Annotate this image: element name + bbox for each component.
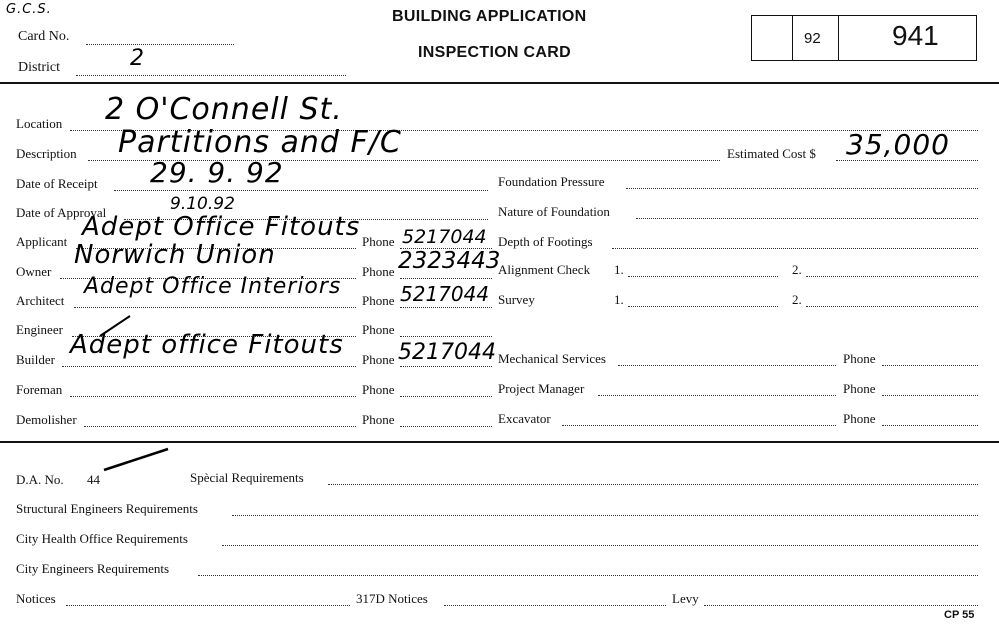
card-number: 941 (892, 20, 939, 51)
builder-phone-label: Phone (362, 352, 395, 367)
city-health-label: City Health Office Requirements (16, 531, 188, 546)
owner-phone-label: Phone (362, 264, 395, 279)
special-requirements-label: Spècial Requirements (190, 470, 304, 485)
mechanical-services-phone-line[interactable] (882, 365, 978, 366)
builder-phone-value: 5217044 (398, 340, 496, 365)
nature-of-foundation-line[interactable] (636, 218, 978, 219)
alignment-check-num-1: 1. (614, 262, 624, 277)
alignment-check-label: Alignment Check (498, 262, 591, 277)
builder-line[interactable] (62, 366, 356, 367)
alignment-check-num-2: 2. (792, 262, 802, 277)
architect-value: Adept Office Interiors (84, 274, 342, 299)
date-of-receipt-label: Date of Receipt (16, 176, 98, 191)
description-value: Partitions and F/C (118, 125, 402, 160)
demolisher-phone-line[interactable] (400, 426, 492, 427)
applicant-label: Applicant (16, 234, 68, 249)
district-label: District (18, 60, 60, 75)
foreman-phone-line[interactable] (400, 396, 492, 397)
da-no-pen-stroke (100, 446, 172, 474)
city-health-line[interactable] (222, 545, 978, 546)
main-divider (0, 441, 999, 443)
depth-of-footings-line[interactable] (612, 248, 978, 249)
nature-of-foundation-label: Nature of Foundation (498, 204, 610, 219)
location-label: Location (16, 116, 63, 131)
city-engineers-label: City Engineers Requirements (16, 561, 170, 576)
project-manager-phone-label: Phone (843, 381, 876, 396)
gcs-note: G.C.S. (6, 2, 52, 17)
mechanical-services-line[interactable] (618, 365, 836, 366)
owner-label: Owner (16, 264, 52, 279)
foreman-phone-label: Phone (362, 382, 395, 397)
location-value: 2 O'Connell St. (105, 92, 343, 127)
survey-line-2[interactable] (806, 306, 978, 307)
da-no-label: D.A. No. (16, 472, 64, 487)
demolisher-line[interactable] (84, 426, 356, 427)
project-manager-label: Project Manager (498, 381, 585, 396)
survey-label: Survey (498, 292, 535, 307)
estimated-cost-label: Estimated Cost $ (727, 146, 816, 161)
special-requirements-line[interactable] (328, 484, 978, 485)
description-label: Description (16, 146, 77, 161)
foreman-line[interactable] (70, 396, 356, 397)
mechanical-services-phone-label: Phone (843, 351, 876, 366)
engineer-phone-label: Phone (362, 322, 395, 337)
excavator-line[interactable] (562, 425, 836, 426)
structural-engineers-label: Structural Engineers Requirements (16, 501, 198, 516)
estimated-cost-value: 35,000 (846, 128, 950, 161)
architect-phone-line[interactable] (400, 307, 492, 308)
owner-phone-line[interactable] (400, 278, 492, 279)
city-engineers-line[interactable] (198, 575, 978, 576)
levy-line[interactable] (704, 605, 978, 606)
architect-line[interactable] (74, 307, 356, 308)
applicant-phone-value: 5217044 (402, 226, 487, 248)
district-value: 2 (130, 46, 145, 71)
date-of-approval-label: Date of Approval (16, 205, 107, 220)
notices-label: Notices (16, 591, 56, 606)
architect-phone-label: Phone (362, 293, 395, 308)
excavator-phone-line[interactable] (882, 425, 978, 426)
district-line[interactable] (76, 75, 346, 76)
header-divider (0, 82, 999, 84)
alignment-check-line-1[interactable] (628, 276, 778, 277)
project-manager-phone-line[interactable] (882, 395, 978, 396)
date-of-approval-value: 9.10.92 (170, 194, 235, 214)
applicant-value: Adept Office Fitouts (82, 212, 361, 242)
architect-phone-value: 5217044 (400, 282, 490, 306)
foreman-label: Foreman (16, 382, 63, 397)
mechanical-services-label: Mechanical Services (498, 351, 606, 366)
project-manager-line[interactable] (598, 395, 836, 396)
notices-317d-label: 317D Notices (356, 591, 428, 606)
survey-line-1[interactable] (628, 306, 778, 307)
demolisher-label: Demolisher (16, 412, 77, 427)
card-number-divider-2 (838, 16, 839, 60)
survey-num-2: 2. (792, 292, 802, 307)
alignment-check-line-2[interactable] (806, 276, 978, 277)
card-number-box (751, 15, 977, 61)
engineer-phone-line[interactable] (400, 336, 492, 337)
depth-of-footings-label: Depth of Footings (498, 234, 593, 249)
form-title-line1: BUILDING APPLICATION (392, 8, 587, 25)
engineer-label: Engineer (16, 322, 63, 337)
architect-label: Architect (16, 293, 65, 308)
structural-engineers-line[interactable] (232, 515, 978, 516)
card-no-line[interactable] (86, 44, 234, 45)
survey-num-1: 1. (614, 292, 624, 307)
owner-phone-value: 2323443 (398, 248, 501, 274)
card-no-label: Card No. (18, 29, 70, 44)
da-no-value: 44 (87, 472, 100, 487)
date-of-receipt-value: 29. 9. 92 (150, 156, 284, 189)
date-of-receipt-line[interactable] (114, 190, 488, 191)
year-code: 92 (804, 30, 821, 47)
demolisher-phone-label: Phone (362, 412, 395, 427)
notices-317d-line[interactable] (444, 605, 666, 606)
notices-line[interactable] (66, 605, 350, 606)
applicant-phone-label: Phone (362, 234, 395, 249)
card-number-divider-1 (792, 16, 793, 60)
foundation-pressure-label: Foundation Pressure (498, 174, 605, 189)
builder-value: Adept office Fitouts (70, 330, 344, 360)
builder-phone-line[interactable] (400, 366, 492, 367)
builder-label: Builder (16, 352, 55, 367)
levy-label: Levy (672, 591, 699, 606)
form-title-line2: INSPECTION CARD (418, 44, 571, 61)
excavator-label: Excavator (498, 411, 551, 426)
owner-value: Norwich Union (74, 240, 276, 270)
form-code: CP 55 (944, 609, 975, 621)
excavator-phone-label: Phone (843, 411, 876, 426)
foundation-pressure-line[interactable] (626, 188, 978, 189)
